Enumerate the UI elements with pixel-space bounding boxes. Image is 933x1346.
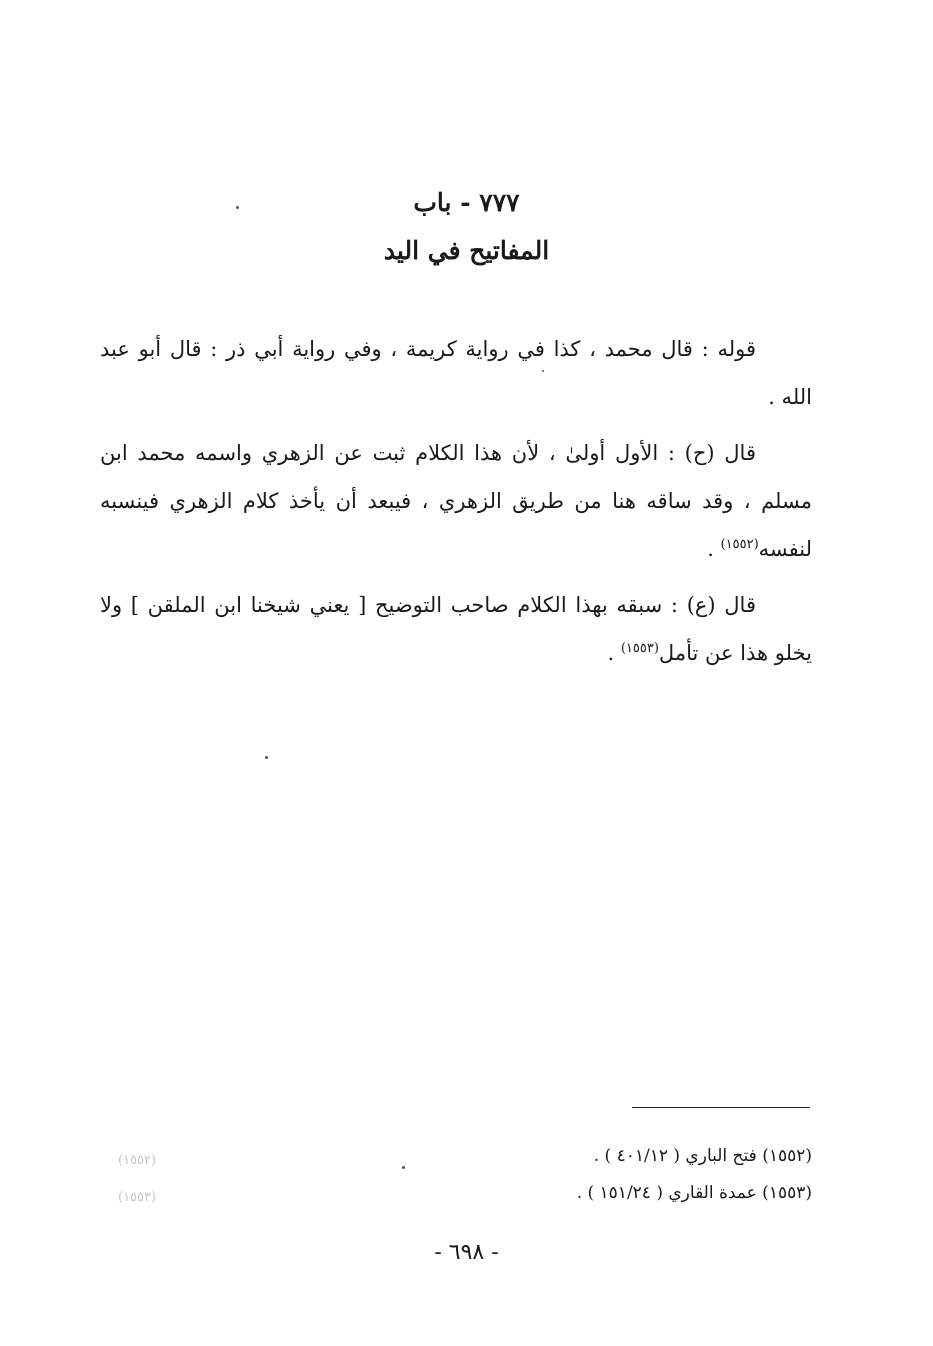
footnote-1553: (١٥٥٣) عمدة القاري ( ١٥١/٢٤ ) . xyxy=(576,1183,812,1203)
chapter-title: المفاتيح في اليد xyxy=(383,236,550,265)
footnote-divider xyxy=(632,1107,810,1108)
paragraph-2-text: قال (ح) : الأول أولىٰ ، لأن هذا الكلام ثبت عن الزهري واسمه محمد ابن مسلم ، وقد ساقه هنا من طريق الزهري ، فيبعد أن يأخذ كلام الزهري فينسبه لنفسه xyxy=(100,441,812,561)
chapter-number: ٧٧٧ - باب xyxy=(413,188,520,217)
scan-speck xyxy=(542,370,544,372)
paragraph-1-text: قوله : قال محمد ، كذا في رواية كريمة ، وفي رواية أبي ذر : قال أبو عبد الله . xyxy=(100,337,812,409)
footnote-1552: (١٥٥٢) فتح الباري ( ٤٠١/١٢ ) . xyxy=(593,1146,812,1166)
paragraph-1 xyxy=(100,325,812,421)
paragraph-3-text: قال (ع) : سبقه بهذا الكلام صاحب التوضيح [ يعني شيخنا ابن الملقن ] ولا يخلو هذا عن تأمل xyxy=(100,593,812,665)
footnote-ref-1552: (١٥٥٢) xyxy=(720,537,759,552)
bleed-mark-2: (١٥٥٣) xyxy=(118,1190,157,1205)
paragraph-3 xyxy=(100,581,812,677)
main-text xyxy=(100,325,812,685)
bleed-through-marks xyxy=(118,1142,208,1216)
page-number: - ٦٩٨ - xyxy=(434,1240,499,1265)
scan-speck xyxy=(265,756,268,759)
footnote-ref-1553: (١٥٥٣) xyxy=(620,641,659,656)
footnotes xyxy=(360,1138,812,1212)
bleed-mark-1: (١٥٥٢) xyxy=(118,1153,157,1168)
paragraph-2-tail: . xyxy=(707,537,721,561)
scan-speck xyxy=(236,206,239,209)
paragraph-3-tail: . xyxy=(607,641,621,665)
paragraph-2 xyxy=(100,429,812,573)
scan-speck xyxy=(402,1166,405,1169)
